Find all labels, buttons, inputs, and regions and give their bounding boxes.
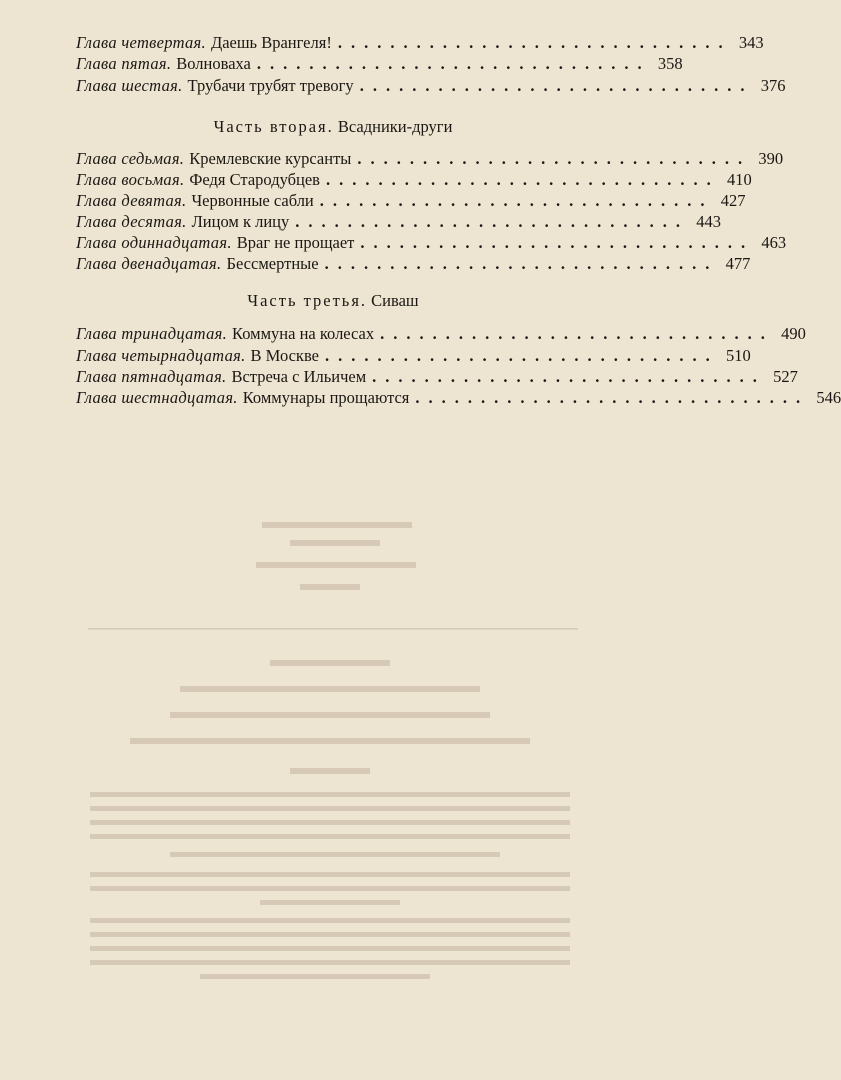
chapter-label: Глава шестнадцатая. <box>76 388 238 407</box>
chapter-label: Глава одиннадцатая. <box>76 233 232 252</box>
page-number: 410 <box>726 170 752 189</box>
dot-leader: .............................. <box>319 191 714 210</box>
chapter-label: Глава тринадцатая. <box>76 324 228 343</box>
chapter-label: Глава седьмая. <box>76 149 185 168</box>
chapter-title: Даешь Врангеля! <box>210 33 332 52</box>
dot-leader: .............................. <box>380 324 774 343</box>
page-number: 343 <box>738 33 764 52</box>
dot-leader: .............................. <box>256 54 651 73</box>
toc-entry <box>76 53 683 75</box>
part-number: Часть вторая. <box>213 117 334 136</box>
chapter-title: Враг не прощает <box>236 233 355 252</box>
chapter-title: Встреча с Ильичем <box>231 367 367 386</box>
chapter-label: Глава четырнадцатая. <box>76 346 246 365</box>
page-number: 358 <box>657 54 683 73</box>
dot-leader: .............................. <box>372 367 766 386</box>
part-number: Часть третья. <box>247 291 368 310</box>
dot-leader: .............................. <box>324 346 719 365</box>
toc-entry <box>76 345 751 367</box>
chapter-label: Глава четвертая. <box>76 33 206 52</box>
toc-entry <box>76 75 786 97</box>
dot-leader: .............................. <box>324 254 719 273</box>
chapter-label: Глава пятнадцатая. <box>76 367 227 386</box>
dot-leader: .............................. <box>295 212 689 231</box>
page-number: 390 <box>758 149 784 168</box>
toc-entry <box>76 211 721 233</box>
chapter-title: Федя Стародубцев <box>189 170 320 189</box>
chapter-title: В Москве <box>250 346 319 365</box>
chapter-title: Волноваха <box>176 54 251 73</box>
toc-entry <box>76 387 841 409</box>
dot-leader: .............................. <box>415 388 810 407</box>
toc-entry <box>76 169 752 191</box>
toc-entry <box>76 190 746 212</box>
chapter-label: Глава пятая. <box>76 54 172 73</box>
dot-leader: .............................. <box>360 233 755 252</box>
chapter-label: Глава девятая. <box>76 191 187 210</box>
part-title: Всадники-други <box>337 117 453 136</box>
toc-entry <box>76 232 787 254</box>
chapter-title: Кремлевские курсанты <box>189 149 352 168</box>
chapter-title: Трубачи трубят тревогу <box>187 76 354 95</box>
toc-entry <box>76 253 751 275</box>
chapter-title: Бессмертные <box>226 254 319 273</box>
chapter-title: Коммунары прощаются <box>242 388 410 407</box>
page-number: 427 <box>720 191 746 210</box>
toc-entry <box>76 366 798 388</box>
chapter-label: Глава двенадцатая. <box>76 254 222 273</box>
chapter-label: Глава десятая. <box>76 212 187 231</box>
part-heading <box>0 116 666 138</box>
chapter-label: Глава шестая. <box>76 76 183 95</box>
dot-leader: .............................. <box>359 76 754 95</box>
page-number: 463 <box>761 233 787 252</box>
page-number: 477 <box>725 254 751 273</box>
part-title: Сиваш <box>371 291 419 310</box>
toc-entry <box>76 148 784 170</box>
page-number: 490 <box>781 324 806 343</box>
chapter-label: Глава восьмая. <box>76 170 185 189</box>
page-number: 443 <box>696 212 721 231</box>
dot-leader: .............................. <box>337 33 732 52</box>
dot-leader: .............................. <box>357 149 752 168</box>
part-heading <box>0 290 666 312</box>
page-number: 527 <box>773 367 798 386</box>
page-number: 510 <box>725 346 751 365</box>
chapter-title: Коммуна на колесах <box>232 324 375 343</box>
chapter-title: Лицом к лицу <box>191 212 290 231</box>
dot-leader: .............................. <box>325 170 720 189</box>
toc-entry <box>76 32 764 54</box>
chapter-title: Червонные сабли <box>191 191 314 210</box>
page-number: 546 <box>816 388 841 407</box>
page-number: 376 <box>760 76 786 95</box>
toc-entry <box>76 323 806 345</box>
